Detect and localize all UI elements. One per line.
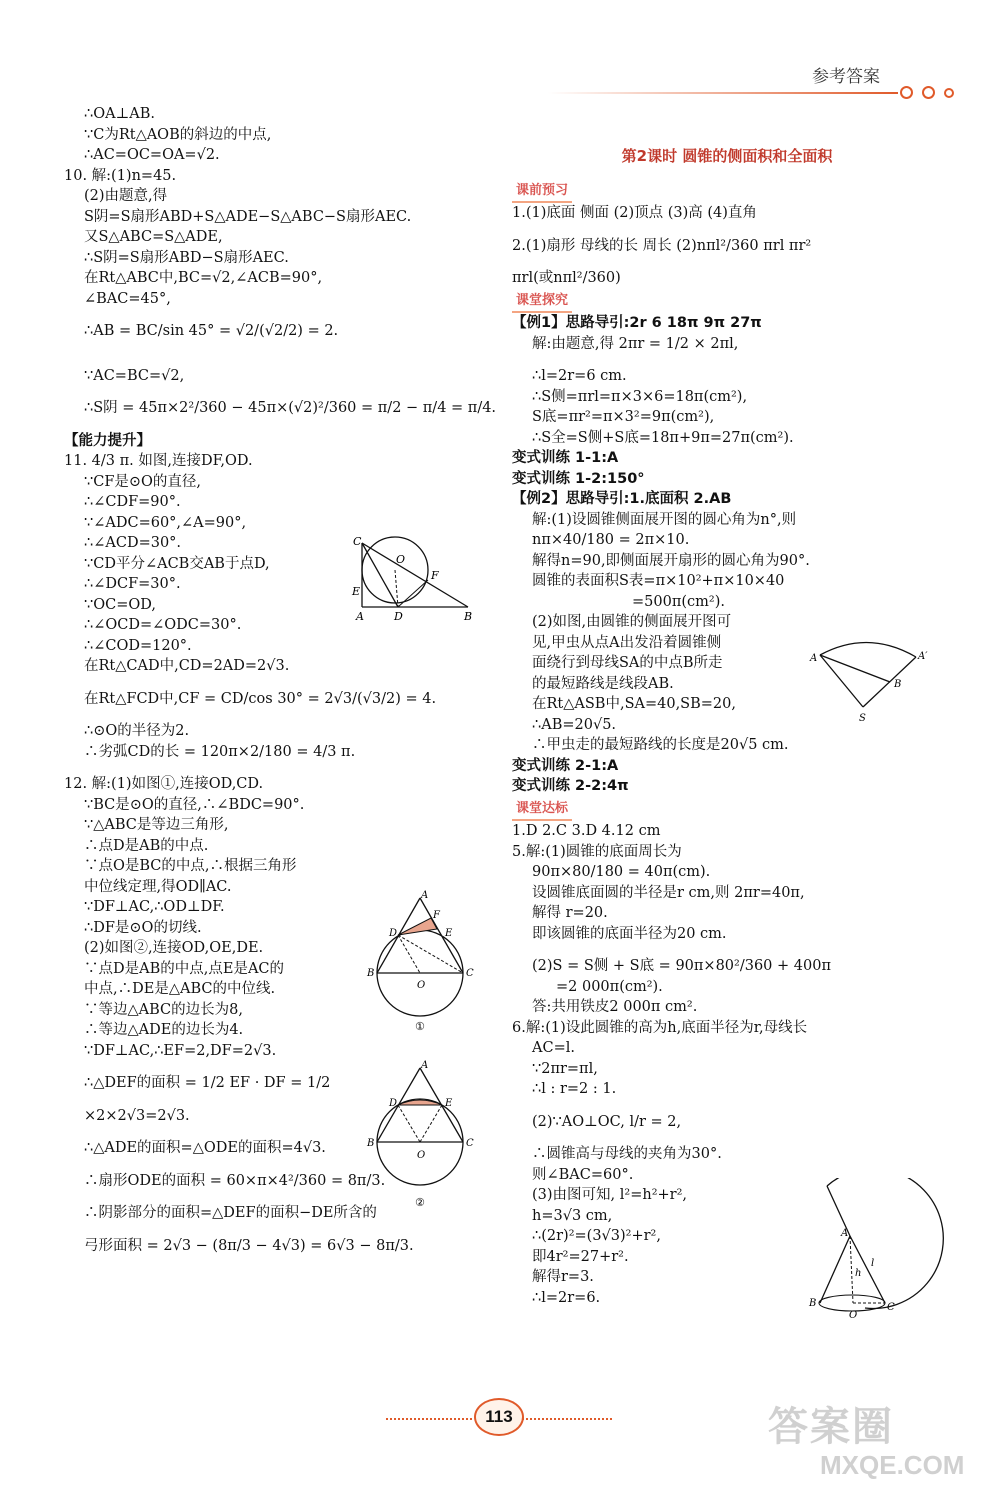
- figure-label: l: [871, 1258, 875, 1269]
- figure-label: B: [894, 679, 902, 690]
- figure-caption: ②: [415, 1196, 425, 1209]
- formula-line: ∴AB = BC/sin 45° = √2/(√2/2) = 2.: [84, 323, 339, 339]
- text-line: ∴∠OCD=∠ODC=30°.: [84, 617, 242, 633]
- formula-line: 90π×80/180 = 40π(cm).: [532, 864, 711, 880]
- figure-label: D: [389, 928, 398, 939]
- text-line: ∴l=2r=6 cm.: [532, 368, 627, 384]
- text-line: 面绕行到母线SA的中点B所走: [532, 655, 723, 671]
- text-line: 中位线定理,得OD∥AC.: [84, 878, 232, 895]
- text-line: ∴△ADE的面积=△ODE的面积=4√3.: [84, 1140, 326, 1156]
- text-line: 又S△ABC=S△ADE,: [84, 229, 223, 245]
- figure-label: O: [396, 553, 406, 566]
- text-line: ∴(2r)²=(3√3)²+r²,: [532, 1228, 661, 1244]
- text-line: ∴∠COD=120°.: [84, 637, 192, 654]
- text-line: ∵CD平分∠ACB交AB于点D,: [84, 555, 270, 572]
- figure-label: A′: [918, 651, 928, 662]
- text-line: ∴AC=OC=OA=√2.: [84, 147, 220, 163]
- exercise: 变式训练 1-1:A: [512, 450, 619, 466]
- text-line: 的最短路线是线段AB.: [532, 675, 674, 692]
- text-line: ∴甲虫走的最短路线的长度是20√5 cm.: [532, 737, 789, 753]
- figure-label: O: [849, 1310, 858, 1321]
- text-line: 解:(1)设圆锥侧面展开图的圆心角为n°,则: [532, 511, 797, 528]
- text-line: 即4r²=27+r².: [532, 1248, 629, 1265]
- text-line: ∵DF⊥AC,∴OD⊥DF.: [84, 899, 225, 915]
- text-line: 在Rt△ASB中,SA=40,SB=20,: [532, 696, 736, 712]
- problem-11: 11. 4/3 π. 如图,连接DF,OD.: [64, 453, 253, 469]
- text-line: (2)如图②,连接OD,OE,DE.: [84, 940, 264, 956]
- watermark-logo: 答案圈: [768, 1404, 894, 1450]
- text-line: 在Rt△ABC中,BC=√2,∠ACB=90°,: [84, 270, 323, 286]
- text-line: 答:共用铁皮2 000π cm².: [532, 999, 698, 1015]
- text-line: 即该圆锥的底面半径为20 cm.: [532, 925, 727, 942]
- figure-sector: [808, 635, 943, 725]
- figure-label: E: [445, 1098, 453, 1109]
- text-line: ∵点D是AB的中点,点E是AC的: [84, 960, 285, 977]
- text-line: 中点,∴DE是△ABC的中位线.: [84, 981, 276, 997]
- text-line: 解得r=3.: [532, 1269, 594, 1285]
- lesson-title: 第2课时 圆锥的侧面积和全面积: [621, 147, 833, 165]
- text-line: ∴阴影部分的面积=△DEF的面积−DE所含的: [84, 1205, 377, 1221]
- figure-label: B: [367, 968, 375, 979]
- figure-cone: [805, 1178, 945, 1328]
- figure-label: A: [356, 610, 364, 623]
- text-line: ∴l : r=2 : 1.: [532, 1081, 617, 1097]
- text-line: h=3√3 cm,: [532, 1207, 613, 1224]
- example-1: 【例1】思路导引:2r 6 18π 9π 27π: [512, 315, 762, 331]
- page-number-rule: [522, 1418, 612, 1420]
- text-line: 见,甲虫从点A出发沿着圆锥侧: [532, 634, 722, 651]
- page-number: 113: [474, 1398, 524, 1436]
- figure-label: E: [445, 928, 453, 939]
- figure-label: B: [367, 1138, 375, 1149]
- tag-target: 课堂达标: [512, 799, 572, 822]
- text-line: ∵BC是⊙O的直径,∴∠BDC=90°.: [84, 796, 305, 813]
- formula-line: 弓形面积 = 2√3 − (8π/3 − 4√3) = 6√3 − 8π/3.: [84, 1237, 414, 1254]
- figure-label: B: [809, 1298, 817, 1309]
- text-line: ∴∠CDF=90°.: [84, 494, 181, 510]
- figure-label: E: [352, 585, 361, 598]
- page-header-title: 参考答案: [812, 67, 880, 87]
- watermark-url: MXQE.COM: [820, 1450, 965, 1480]
- figure-caption: ①: [415, 1020, 425, 1033]
- figure-label: C: [353, 535, 362, 548]
- text-line: 设圆锥底面圆的半径是r cm,则 2πr=40π,: [532, 884, 805, 901]
- text-line: ∵等边△ABC的边长为8,: [84, 1001, 243, 1018]
- header-dot-icon: [900, 86, 913, 99]
- text-line: ∠BAC=45°,: [84, 290, 171, 307]
- figure-label: D: [389, 1098, 398, 1109]
- text-line: ∴S侧=πrl=π×3×6=18π(cm²),: [532, 388, 748, 405]
- figure-label: B: [464, 610, 473, 623]
- formula-line: ∴S阴 = 45π×2²/360 − 45π×(√2)²/360 = π/2 − π/4 = π/4.: [84, 400, 497, 416]
- text-line: (3)由图可知, l²=h²+r²,: [532, 1187, 688, 1203]
- formula-line: (2)S = S侧 + S底 = 90π×80²/360 + 400π: [532, 958, 831, 974]
- figure-label: A: [810, 653, 818, 664]
- text-line: ∴⊙O的半径为2.: [84, 723, 190, 739]
- text-line: ∵AC=BC=√2,: [84, 367, 185, 384]
- exercise: 变式训练 2-2:4π: [512, 778, 629, 794]
- text-line: ∴l=2r=6.: [532, 1289, 601, 1306]
- text-line: ∵点O是BC的中点,∴根据三角形: [84, 858, 297, 874]
- formula-line: 解:由题意,得 2πr = 1/2 × 2πl,: [532, 335, 739, 352]
- text-line: (2)如图,由圆锥的侧面展开图可: [532, 614, 732, 630]
- page-number-rule: [386, 1418, 472, 1420]
- formula-line: 在Rt△FCD中,CF = CD/cos 30° = 2√3/(√3/2) = 4.: [84, 690, 437, 707]
- problem-6: 6.解:(1)设此圆锥的高为h,底面半径为r,母线长: [512, 1019, 808, 1036]
- text-line: ∴∠DCF=30°.: [84, 576, 181, 592]
- tag-explore: 课堂探究: [512, 291, 572, 314]
- figure-label: F: [433, 910, 440, 921]
- text-line: πrl(或nπl²/360): [512, 270, 621, 286]
- exercise: 变式训练 2-1:A: [512, 757, 619, 774]
- figure-12-1: [365, 888, 480, 1033]
- figure-label: O: [417, 980, 426, 991]
- text-line: ∴S全=S侧+S底=18π+9π=27π(cm²).: [532, 429, 794, 446]
- header-dot-icon: [944, 88, 954, 98]
- text-line: ∴DF是⊙O的切线.: [84, 919, 202, 936]
- figure-label: F: [431, 569, 439, 582]
- text-line: ∴AB=20√5.: [532, 716, 617, 733]
- exercise: 变式训练 1-2:150°: [512, 470, 645, 487]
- text-line: 在Rt△CAD中,CD=2AD=2√3.: [84, 658, 290, 674]
- problem-12: 12. 解:(1)如图①,连接OD,CD.: [64, 776, 264, 792]
- formula-line: ∴△DEF的面积 = 1/2 EF · DF = 1/2: [84, 1075, 331, 1091]
- formula-line: nπ×40/180 = 2π×10.: [532, 532, 690, 548]
- text-line: ∵C为Rt△AOB的斜边的中点,: [84, 126, 272, 143]
- figure-label: C: [887, 1302, 895, 1313]
- text-line: (2)由题意,得: [84, 188, 168, 204]
- formula-line: (2)∵AO⊥OC, l/r = 2,: [532, 1113, 682, 1130]
- figure-label: D: [394, 610, 403, 623]
- figure-label: O: [417, 1150, 426, 1161]
- text-line: ∴S阴=S扇形ABD−S扇形AEC.: [84, 249, 289, 266]
- text-line: S阴=S扇形ABD+S△ADE−S△ABC−S扇形AEC.: [84, 208, 412, 225]
- problem-10: 10. 解:(1)n=45.: [64, 167, 177, 184]
- figure-label: C: [466, 968, 474, 979]
- text-line: ∵△ABC是等边三角形,: [84, 817, 229, 833]
- problem-5: 5.解:(1)圆锥的底面周长为: [512, 843, 682, 860]
- text-line: =2 000π(cm²).: [556, 978, 663, 995]
- text-line: ∵∠ADC=60°,∠A=90°,: [84, 514, 247, 531]
- figure-12-2: [365, 1060, 480, 1210]
- answers-line: 1.D 2.C 3.D 4.12 cm: [512, 823, 661, 839]
- text-line: 则∠BAC=60°.: [532, 1166, 634, 1183]
- text-line: ∵DF⊥AC,∴EF=2,DF=2√3.: [84, 1042, 277, 1059]
- section-ability-title: 【能力提升】: [64, 432, 151, 449]
- figure-label: S: [859, 713, 866, 724]
- text-line: ∵OC=OD,: [84, 596, 156, 613]
- text-line: 2.(1)扇形 母线的长 周长 (2)nπl²/360 πrl πr²: [512, 237, 812, 254]
- figure-label: A: [421, 890, 429, 901]
- text-line: 圆锥的表面积S表=π×10²+π×10×40: [532, 573, 785, 589]
- tag-preview: 课前预习: [512, 181, 572, 204]
- text-line: 解得n=90,即侧面展开扇形的圆心角为90°.: [532, 552, 810, 569]
- text-line: ∴点D是AB的中点.: [84, 837, 209, 854]
- text-line: S底=πr²=π×3²=9π(cm²),: [532, 409, 715, 425]
- figure-label: C: [466, 1138, 474, 1149]
- text-line: ∵2πr=πl,: [532, 1060, 598, 1077]
- formula-line: ∴扇形ODE的面积 = 60×π×4²/360 = 8π/3.: [84, 1172, 386, 1189]
- header-dot-icon: [922, 86, 935, 99]
- text-line: ×2×2√3=2√3.: [84, 1107, 190, 1124]
- text-line: ∴OA⊥AB.: [84, 106, 155, 122]
- text-line: ∴圆锥高与母线的夹角为30°.: [532, 1146, 722, 1162]
- figure-11: [350, 535, 480, 625]
- header-rule: [548, 92, 898, 94]
- figure-label: A: [421, 1060, 429, 1071]
- figure-label: h: [855, 1268, 862, 1279]
- text-line: AC=l.: [532, 1040, 575, 1056]
- text-line: ∵CF是⊙O的直径,: [84, 473, 202, 490]
- figure-label: A: [841, 1228, 849, 1239]
- text-line: 1.(1)底面 侧面 (2)顶点 (3)高 (4)直角: [512, 205, 757, 221]
- formula-line: ∴劣弧CD的长 = 120π×2/180 = 4/3 π.: [84, 743, 356, 760]
- text-line: ∴等边△ADE的边长为4.: [84, 1022, 244, 1038]
- text-line: =500π(cm²).: [632, 593, 725, 610]
- example-2: 【例2】思路导引:1.底面积 2.AB: [512, 491, 732, 507]
- text-line: 解得 r=20.: [532, 905, 608, 921]
- text-line: ∴∠ACD=30°.: [84, 535, 182, 551]
